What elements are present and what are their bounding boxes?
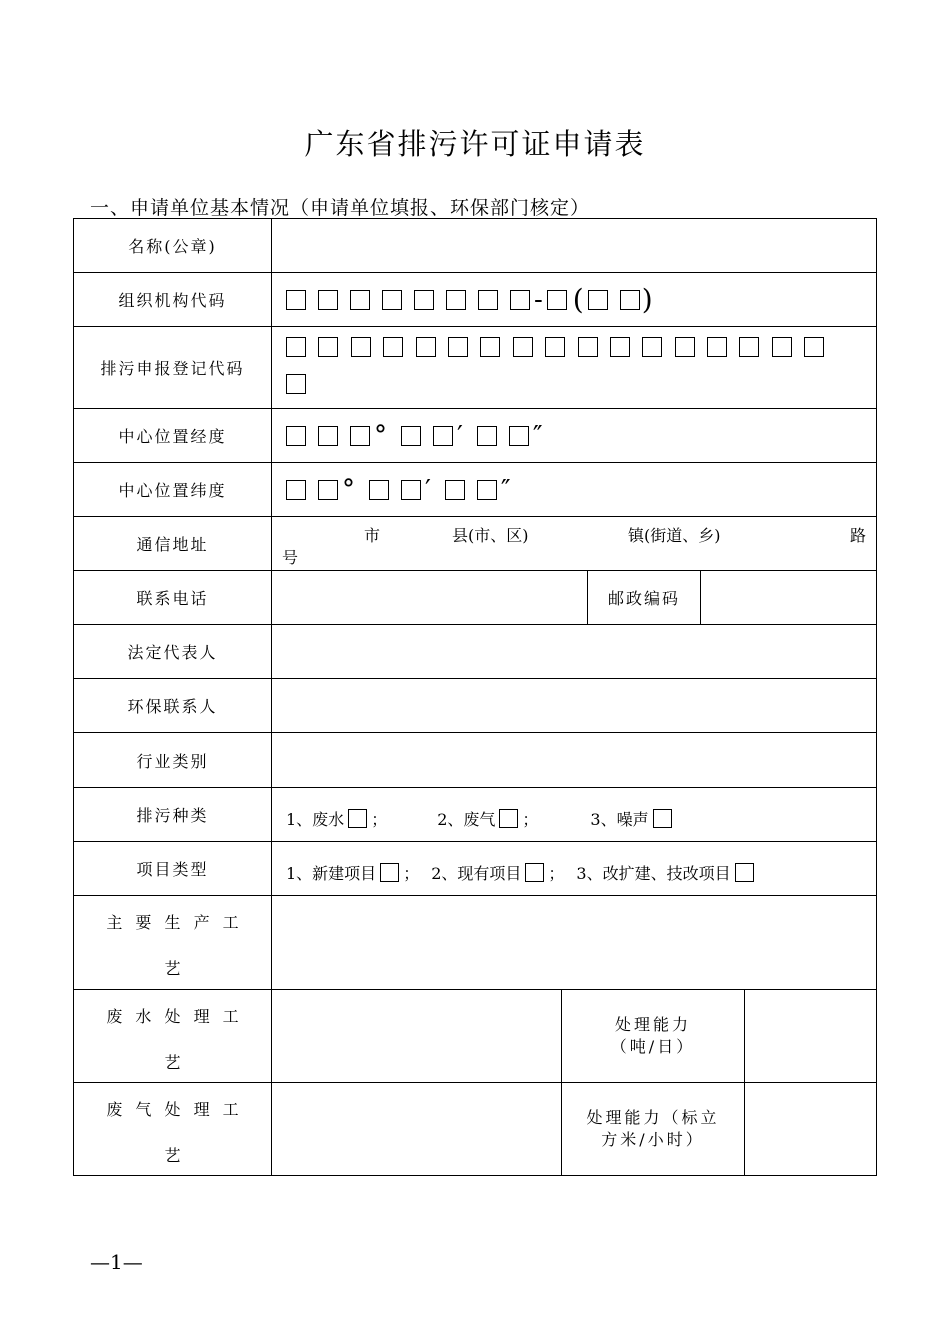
wastewater-process-label-line1: 废 水 处 理 工 xyxy=(106,1007,239,1026)
longitude-label: 中心位置经度 xyxy=(74,409,272,462)
main-process-label xyxy=(74,896,272,989)
phone-label: 联系电话 xyxy=(74,571,272,624)
row-reg-code xyxy=(73,327,877,409)
digit-box[interactable] xyxy=(286,374,306,394)
industry-label: 行业类别 xyxy=(74,733,272,787)
digit-box[interactable] xyxy=(477,426,497,446)
waste-gas-capacity-field[interactable] xyxy=(745,1083,876,1175)
digit-box[interactable] xyxy=(804,337,824,357)
second-symbol: ″ xyxy=(532,420,543,451)
reg-code-field[interactable] xyxy=(272,327,876,408)
digit-box[interactable] xyxy=(545,337,565,357)
digit-box[interactable] xyxy=(318,290,338,310)
application-form xyxy=(73,218,877,1176)
digit-box[interactable] xyxy=(739,337,759,357)
digit-box[interactable] xyxy=(318,480,338,500)
main-process-label-line1: 主 要 生 产 工 xyxy=(106,913,239,932)
digit-box[interactable] xyxy=(382,290,402,310)
digit-box[interactable] xyxy=(286,426,306,446)
env-contact-label: 环保联系人 xyxy=(74,679,272,732)
phone-field[interactable] xyxy=(272,571,588,624)
digit-box[interactable] xyxy=(416,337,436,357)
waste-gas-capacity-line2: 方米/小时） xyxy=(601,1130,705,1149)
open-paren: ( xyxy=(572,282,584,316)
new-project-checkbox[interactable] xyxy=(380,863,399,882)
existing-project-option-label: 2、现有项目 xyxy=(431,864,522,883)
waste-gas-process-label-line2: 艺 xyxy=(164,1146,181,1165)
new-project-option-label: 1、新建项目 xyxy=(286,864,377,883)
wastewater-capacity-label xyxy=(562,990,745,1082)
second-symbol: ″ xyxy=(500,474,511,505)
row-phone xyxy=(73,571,877,625)
project-type-options xyxy=(272,842,876,895)
digit-box[interactable] xyxy=(414,290,434,310)
reg-code-label: 排污申报登记代码 xyxy=(74,327,272,408)
digit-box[interactable] xyxy=(610,337,630,357)
existing-project-checkbox[interactable] xyxy=(525,863,544,882)
check-digit-box[interactable] xyxy=(547,290,567,310)
main-process-field[interactable] xyxy=(272,896,876,989)
postcode-field[interactable] xyxy=(701,571,876,624)
row-org-code xyxy=(73,273,877,327)
digit-box[interactable] xyxy=(445,480,465,500)
digit-box[interactable] xyxy=(286,480,306,500)
address-field[interactable] xyxy=(272,517,876,570)
digit-box[interactable] xyxy=(477,480,497,500)
row-waste-gas-process xyxy=(73,1083,877,1176)
wastewater-process-label-line2: 艺 xyxy=(164,1053,181,1072)
address-county: 县(市、区) xyxy=(452,526,529,545)
digit-box[interactable] xyxy=(383,337,403,357)
digit-box[interactable] xyxy=(480,337,500,357)
expansion-project-option-label: 3、改扩建、技改项目 xyxy=(576,864,731,883)
form-title: 广东省排污许可证申请表 xyxy=(304,127,646,161)
close-paren: ) xyxy=(641,282,653,316)
noise-checkbox[interactable] xyxy=(653,809,672,828)
waste-gas-capacity-label xyxy=(562,1083,745,1175)
digit-box[interactable] xyxy=(772,337,792,357)
digit-box[interactable] xyxy=(350,290,370,310)
digit-box[interactable] xyxy=(513,337,533,357)
latitude-field[interactable] xyxy=(272,463,876,516)
row-longitude xyxy=(73,409,877,463)
row-main-process xyxy=(73,896,877,990)
waste-gas-process-label-line1: 废 气 处 理 工 xyxy=(106,1100,239,1119)
digit-box[interactable] xyxy=(510,290,530,310)
digit-box[interactable] xyxy=(578,337,598,357)
digit-box[interactable] xyxy=(401,480,421,500)
separator: ； xyxy=(548,864,565,883)
digit-box[interactable] xyxy=(620,290,640,310)
degree-symbol: ° xyxy=(374,420,387,451)
digit-box[interactable] xyxy=(351,337,371,357)
separator: ； xyxy=(371,810,388,829)
wastewater-checkbox[interactable] xyxy=(348,809,367,828)
latitude-label: 中心位置纬度 xyxy=(74,463,272,516)
legal-rep-label: 法定代表人 xyxy=(74,625,272,678)
wastewater-process-field[interactable] xyxy=(272,990,562,1082)
main-process-label-line2: 艺 xyxy=(164,959,181,978)
digit-box[interactable] xyxy=(675,337,695,357)
wastewater-process-label xyxy=(74,990,272,1082)
digit-box[interactable] xyxy=(318,426,338,446)
address-city: 市 xyxy=(364,526,381,545)
address-number: 号 xyxy=(282,548,299,567)
separator: ； xyxy=(403,864,420,883)
expansion-project-checkbox[interactable] xyxy=(735,863,754,882)
waste-gas-process-label xyxy=(74,1083,272,1175)
digit-box[interactable] xyxy=(642,337,662,357)
address-road: 路 xyxy=(850,526,867,545)
waste-gas-checkbox[interactable] xyxy=(499,809,518,828)
legal-rep-field[interactable] xyxy=(272,625,876,678)
waste-gas-capacity-line1: 处理能力（标立 xyxy=(586,1108,720,1127)
name-label: 名称(公章) xyxy=(74,219,272,272)
waste-gas-option-label: 2、废气 xyxy=(437,810,496,829)
project-type-label: 项目类型 xyxy=(74,842,272,895)
env-contact-field[interactable] xyxy=(272,679,876,732)
pollutant-label: 排污种类 xyxy=(74,788,272,841)
digit-box[interactable] xyxy=(433,426,453,446)
minute-symbol: ′ xyxy=(425,474,431,505)
minute-symbol: ′ xyxy=(457,420,463,451)
address-label: 通信地址 xyxy=(74,517,272,570)
digit-box[interactable] xyxy=(588,290,608,310)
digit-box[interactable] xyxy=(478,290,498,310)
industry-field[interactable] xyxy=(272,733,876,787)
row-pollutant xyxy=(73,788,877,842)
row-wastewater-process xyxy=(73,990,877,1083)
row-project-type xyxy=(73,842,877,896)
waste-gas-process-field[interactable] xyxy=(272,1083,562,1175)
digit-box[interactable] xyxy=(446,290,466,310)
org-code-label: 组织机构代码 xyxy=(74,273,272,326)
row-legal-rep xyxy=(73,625,877,679)
digit-box[interactable] xyxy=(448,337,468,357)
digit-box[interactable] xyxy=(401,426,421,446)
wastewater-capacity-field[interactable] xyxy=(745,990,876,1082)
postcode-label: 邮政编码 xyxy=(588,571,701,624)
wastewater-capacity-line1: 处理能力 xyxy=(614,1015,691,1034)
section-heading: 一、申请单位基本情况（申请单位填报、环保部门核定） xyxy=(90,197,591,219)
row-env-contact xyxy=(73,679,877,733)
org-code-field[interactable] xyxy=(272,273,876,326)
longitude-field[interactable] xyxy=(272,409,876,462)
digit-box[interactable] xyxy=(318,337,338,357)
page-number: —1— xyxy=(90,1250,143,1274)
digit-box[interactable] xyxy=(707,337,727,357)
dash: - xyxy=(534,284,543,315)
wastewater-option-label: 1、废水 xyxy=(286,810,345,829)
degree-symbol: ° xyxy=(342,474,355,505)
digit-box[interactable] xyxy=(286,337,306,357)
noise-option-label: 3、噪声 xyxy=(590,810,649,829)
row-address xyxy=(73,517,877,571)
separator: ； xyxy=(522,810,539,829)
wastewater-capacity-line2: （吨/日） xyxy=(610,1037,696,1056)
digit-box[interactable] xyxy=(350,426,370,446)
digit-box[interactable] xyxy=(286,290,306,310)
pollutant-options xyxy=(272,788,876,841)
row-name xyxy=(73,218,877,273)
digit-box[interactable] xyxy=(369,480,389,500)
name-field[interactable] xyxy=(272,219,876,272)
address-town: 镇(街道、乡) xyxy=(628,526,721,545)
row-industry xyxy=(73,733,877,788)
digit-box[interactable] xyxy=(509,426,529,446)
row-latitude xyxy=(73,463,877,517)
